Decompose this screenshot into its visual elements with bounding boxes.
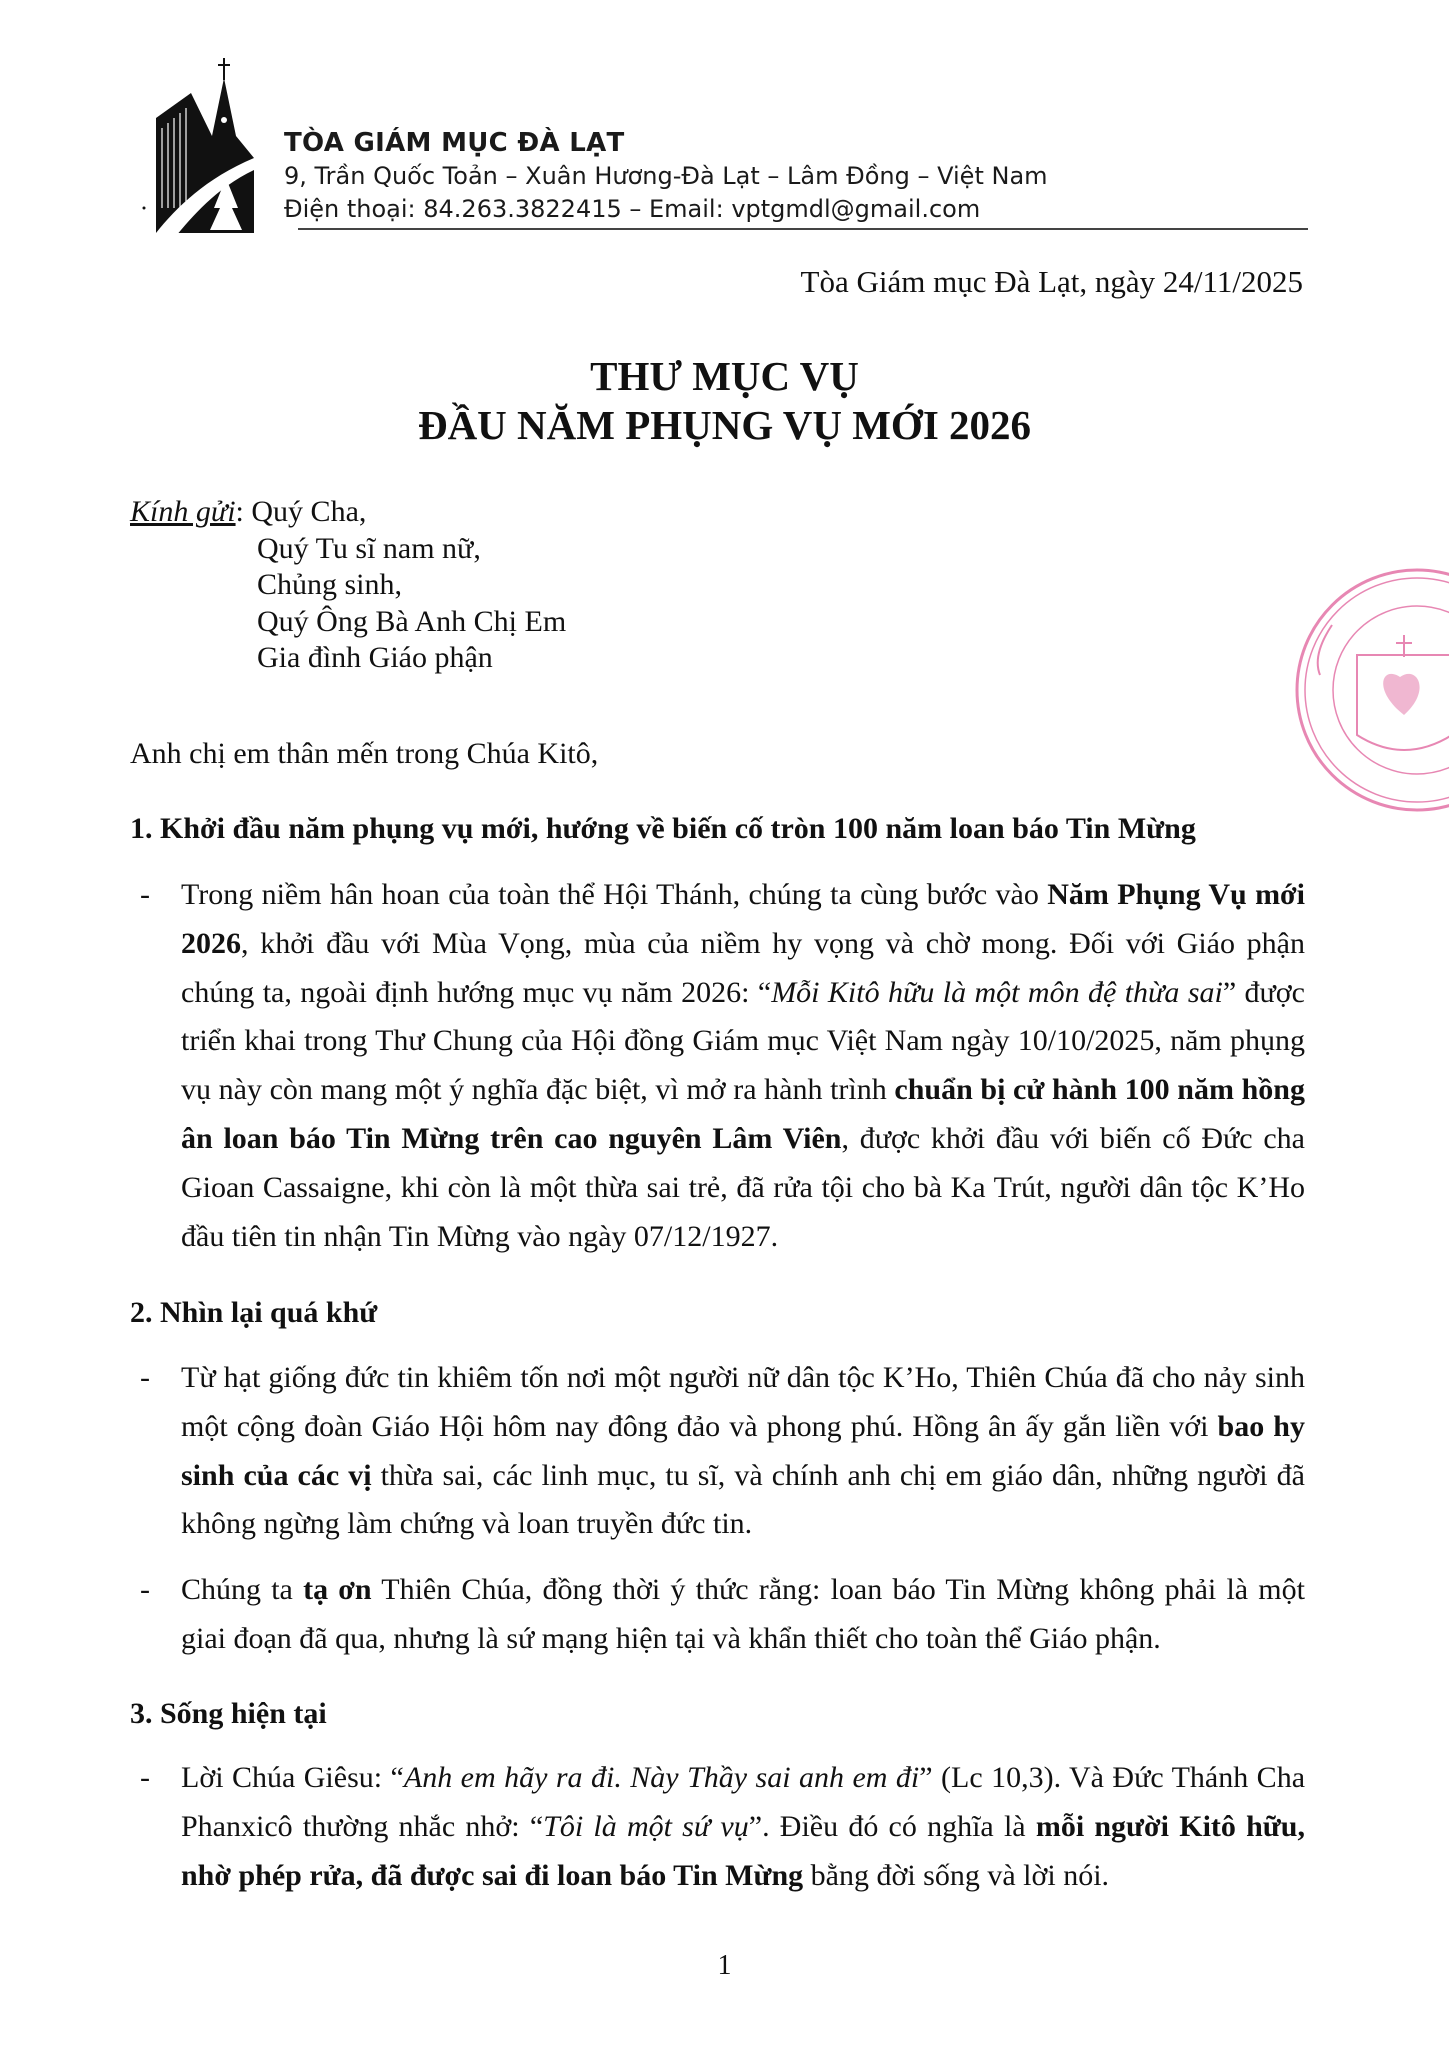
- bishop-seal-stamp: [1292, 565, 1449, 815]
- bold-run: Năm Phụng Vụ mới 2026: [181, 878, 1305, 960]
- greeting: Anh chị em thân mến trong Chúa Kitô,: [130, 737, 599, 770]
- bullet-dash: -: [140, 1361, 150, 1394]
- section-heading-2: 2. Nhìn lại quá khứ: [130, 1296, 378, 1329]
- bold-run: chuẩn bị cử hành 100 năm hồng ân loan báo Tin Mừng trên cao nguyên Lâm Viên: [181, 1073, 1305, 1155]
- section-heading-3: 3. Sống hiện tại: [130, 1697, 327, 1730]
- recipients-label: Kính gửi: [130, 495, 236, 528]
- paragraph: [130, 871, 1305, 1261]
- paragraph: [130, 1754, 1305, 1900]
- title-line-1: THƯ MỤC VỤ: [590, 353, 859, 399]
- recipient: Quý Cha,: [251, 495, 367, 528]
- text-run: ” được triển khai trong Thư Chung của Hội đồng Giám mục Việt Nam ngày 10/10/2025, năm phụng vụ này còn mang một ý nghĩa đặc biệt, vì mở ra hành trình: [181, 975, 1305, 1107]
- italic-run: Mỗi Kitô hữu là một môn đệ thừa sai: [771, 975, 1223, 1009]
- text-run: ”. Điều đó có nghĩa là: [748, 1809, 1036, 1843]
- paragraph: [130, 1566, 1305, 1664]
- org-name: TÒA GIÁM MỤC ĐÀ LẠT: [284, 128, 625, 158]
- section-heading-1: 1. Khởi đầu năm phụng vụ mới, hướng về biến cố tròn 100 năm loan báo Tin Mừng: [130, 812, 1196, 845]
- recipients-sep: :: [235, 495, 252, 528]
- recipients: [130, 494, 566, 677]
- recipient: Chủng sinh,: [257, 568, 403, 601]
- text-run: , được khởi đầu với biến cố Đức cha Gioan Cassaigne, khi còn là một thừa sai trẻ, đã rửa tội cho bà Ka Trút, người dân tộc K’Ho đầu tiên tin nhận Tin Mừng vào ngày 07/12/1927.: [181, 1121, 1305, 1253]
- italic-run: Tôi là một sứ vụ: [543, 1809, 749, 1843]
- bold-run: mỗi người Kitô hữu, nhờ phép rửa, đã được sai đi loan báo Tin Mừng: [181, 1809, 1305, 1892]
- org-contact: Điện thoại: 84.263.3822415 – Email: vptgmdl@gmail.com: [284, 195, 981, 223]
- paragraph: [130, 1354, 1305, 1549]
- text-run: Trong niềm hân hoan của toàn thể Hội Thánh, chúng ta cùng bước vào: [181, 878, 1048, 911]
- bullet-dash: -: [140, 1573, 150, 1606]
- recipient: Quý Tu sĩ nam nữ,: [257, 531, 481, 565]
- text-run: thừa sai, các linh mục, tu sĩ, và chính anh chị em giáo dân, những người đã không ngừng làm chứng và loan truyền đức tin.: [181, 1458, 1305, 1541]
- bold-run: bao hy sinh của các vị: [181, 1409, 1305, 1492]
- letterhead: [284, 126, 1048, 226]
- date-line: Tòa Giám mục Đà Lạt, ngày 24/11/2025: [800, 264, 1303, 299]
- recipient: Quý Ông Bà Anh Chị Em: [257, 604, 567, 638]
- text-run: bằng đời sống và lời nói.: [803, 1858, 1110, 1892]
- italic-run: Anh em hãy ra đi. Này Thầy sai anh em đi: [403, 1761, 920, 1794]
- text-run: ” (Lc 10,3). Và Đức Thánh Cha Phanxicô thường nhắc nhở: “: [181, 1761, 1306, 1843]
- header-divider: [298, 228, 1308, 230]
- text-run: Chúng ta: [181, 1573, 304, 1606]
- bold-run: tạ ơn: [303, 1573, 372, 1606]
- text-run: Lời Chúa Giêsu: “: [181, 1761, 404, 1794]
- org-address: 9, Trần Quốc Toản – Xuân Hương-Đà Lạt – Lâm Đồng – Việt Nam: [284, 162, 1048, 190]
- bullet-dash: -: [140, 878, 150, 911]
- document-title: [0, 352, 1449, 450]
- text-run: Thiên Chúa, đồng thời ý thức rằng: loan báo Tin Mừng không phải là một giai đoạn đã qua, nhưng là sứ mạng hiện tại và khẩn thiết cho toàn thể Giáo phận.: [181, 1573, 1305, 1655]
- text-run: Từ hạt giống đức tin khiêm tốn nơi một người nữ dân tộc K’Ho, Thiên Chúa đã cho nảy sinh một cộng đoàn Giáo Hội hôm nay đông đảo và phong phú. Hồng ân ấy gắn liền với: [181, 1361, 1305, 1443]
- text-run: , khởi đầu với Mùa Vọng, mùa của niềm hy vọng và chờ mong. Đối với Giáo phận chúng ta, ngoài định hướng mục vụ năm 2026: “: [181, 926, 1305, 1009]
- diocese-logo: [136, 58, 261, 240]
- title-line-2: ĐẦU NĂM PHỤNG VỤ MỚI 2026: [417, 402, 1032, 448]
- bullet-dash: -: [140, 1761, 150, 1794]
- page-number: 1: [717, 1950, 732, 1981]
- recipient: Gia đình Giáo phận: [257, 641, 493, 674]
